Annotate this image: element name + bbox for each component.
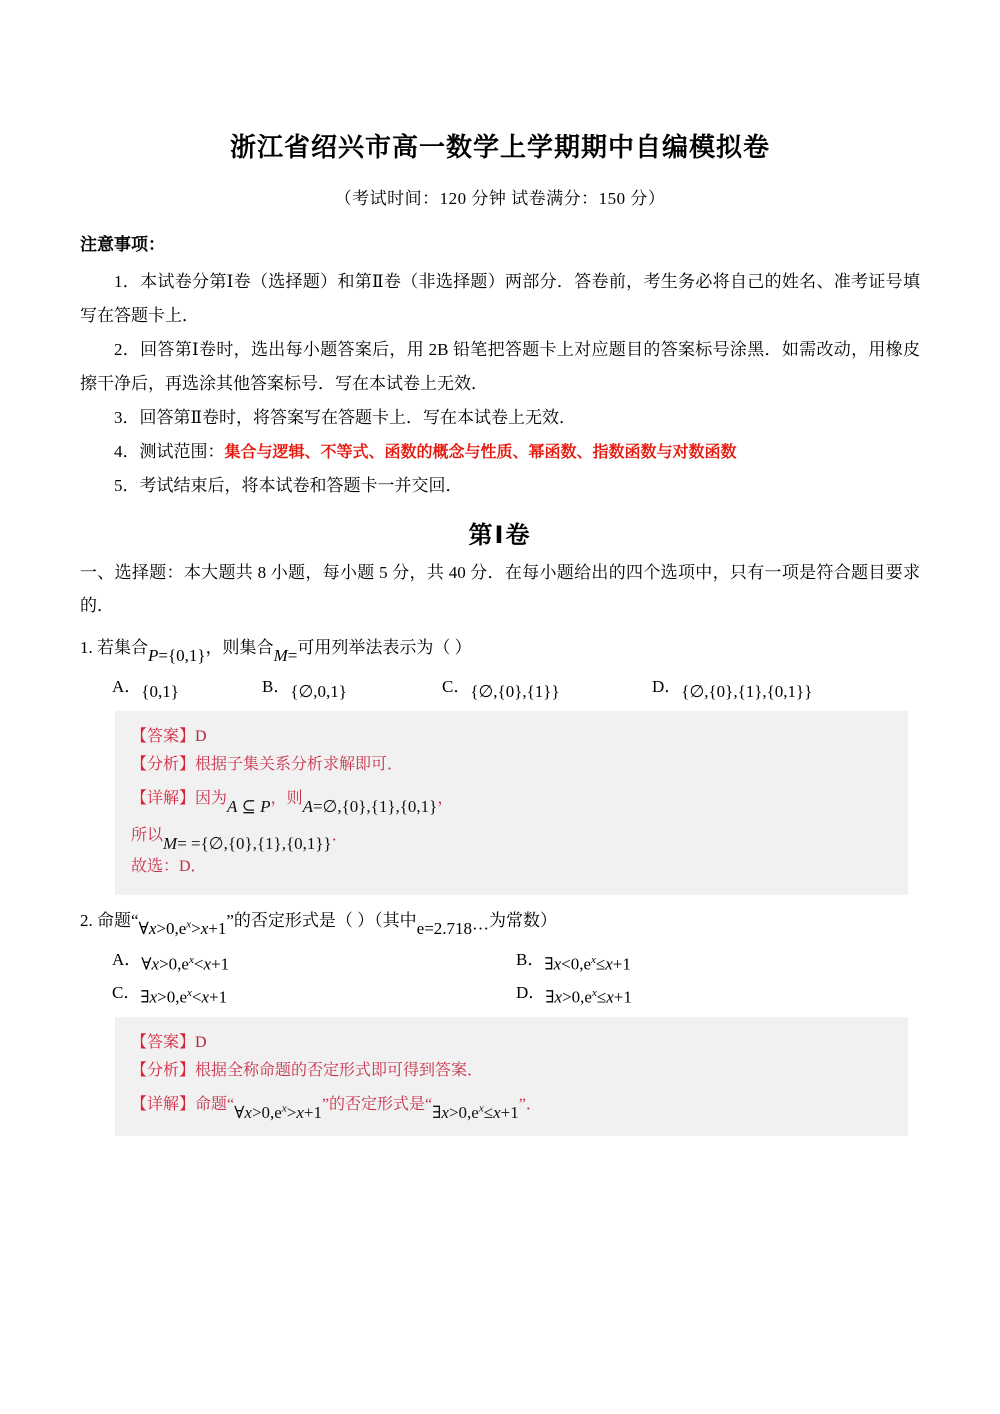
question-1-detail-math-3: M= ={∅,{0},{1},{0,1}} bbox=[163, 834, 332, 854]
question-1-math-m: M= bbox=[273, 646, 298, 666]
question-2-detail-math-2: $\exists x>0,e^x\le x+1$ bbox=[432, 1101, 519, 1122]
question-2-option-d[interactable]: D．$\exists x>0,e^x\le x+1$ bbox=[516, 982, 632, 1007]
notice-item-1: 1．本试卷分第Ⅰ卷（选择题）和第Ⅱ卷（非选择题）两部分．答卷前，考生务必将自己的姓名、准考证号填写在答题卡上． bbox=[80, 272, 920, 326]
question-2-detail-line: 【详解】命题“$\forall x>0,e^x>x+1$”的否定形式是“$\exists x>0,e^x\le x+1$”． bbox=[131, 1085, 892, 1122]
page-content bbox=[80, 0, 920, 1136]
question-2-option-a[interactable]: A．$\forall x>0,e^x<x+1$ bbox=[112, 949, 230, 974]
notice-4-prefix: 4．测试范围： bbox=[114, 442, 225, 462]
question-1-detail-line-2: 所以M= ={∅,{0},{1},{0,1}}． bbox=[131, 816, 892, 853]
question-1-math-p: P={0,1} bbox=[148, 646, 206, 666]
question-2 bbox=[80, 907, 920, 1136]
question-2-number: 2. bbox=[80, 911, 93, 931]
question-1-option-c[interactable]: C．{∅,{0},{1}} bbox=[442, 676, 560, 701]
page-title: 浙江省绍兴市高一数学上学期期中自编模拟卷 bbox=[229, 133, 770, 163]
question-2-math-1: $\forall x>0,e^x>x+1$ bbox=[138, 918, 227, 939]
question-1-conclusion: 故选：D． bbox=[131, 858, 207, 876]
question-1-number: 1. bbox=[80, 638, 93, 658]
question-1-detail-math-2: A=∅,{0},{1},{0,1} bbox=[302, 796, 438, 816]
question-1-options bbox=[80, 672, 920, 701]
question-2-option-d-math: $\exists x>0,e^x\le x+1$ bbox=[545, 986, 632, 1007]
question-2-stem-part1: 命题“ bbox=[97, 911, 139, 931]
notice-item-5: 5．考试结束后，将本试卷和答题卡一并交回． bbox=[114, 476, 463, 496]
question-1-stem bbox=[80, 634, 920, 666]
question-2-answer-box bbox=[115, 1017, 908, 1136]
question-1-stem-part2: ，则集合 bbox=[205, 638, 274, 658]
notice-item-4 bbox=[80, 435, 920, 469]
question-1-answer-line: 【答案】D bbox=[131, 727, 207, 745]
question-1-stem-part3: 可用列举法表示为（ ） bbox=[297, 638, 472, 658]
question-1 bbox=[80, 634, 920, 895]
question-2-option-b[interactable]: B．$\exists x<0,e^x\le x+1$ bbox=[516, 949, 631, 974]
notice-item-3: 3．回答第Ⅱ卷时，将答案写在答题卡上．写在本试卷上无效． bbox=[114, 408, 577, 428]
section-intro: 一、选择题：本大题共 8 小题，每小题 5 分，共 40 分．在每小题给出的四个选项中，只有一项是符合题目要求的． bbox=[80, 563, 920, 616]
question-2-option-b-math: $\exists x<0,e^x\le x+1$ bbox=[544, 953, 631, 974]
question-2-option-c[interactable]: C．$\exists x>0,e^x<x+1$ bbox=[112, 982, 228, 1007]
question-1-option-b[interactable]: B．{∅,0,1} bbox=[262, 676, 347, 701]
question-1-option-a[interactable]: A．{0,1} bbox=[112, 676, 179, 701]
section-title-volume-1: 第Ⅰ卷 bbox=[468, 521, 532, 550]
question-2-options bbox=[80, 945, 920, 1007]
notice-list bbox=[80, 265, 920, 503]
question-1-detail-math-1: A ⊆ P bbox=[227, 796, 271, 816]
question-1-analysis-line: 【分析】根据子集关系分析求解即可． bbox=[131, 755, 404, 773]
question-2-option-c-math: $\exists x>0,e^x<x+1$ bbox=[140, 986, 228, 1007]
question-2-stem-part2: ”的否定形式是（ ）（其中 bbox=[226, 911, 417, 931]
question-2-option-a-math: $\forall x>0,e^x<x+1$ bbox=[141, 953, 230, 974]
question-2-math-2: e=2.718··· bbox=[416, 919, 490, 939]
question-2-detail-math-1: $\forall x>0,e^x>x+1$ bbox=[234, 1101, 322, 1122]
question-2-stem bbox=[80, 907, 920, 939]
test-scope-text: 集合与逻辑、不等式、函数的概念与性质、幂函数、指数函数与对数函数 bbox=[224, 442, 737, 462]
question-2-options-row-1 bbox=[112, 945, 920, 974]
question-1-stem-part1: 若集合 bbox=[97, 638, 148, 658]
notice-item-2: 2．回答第Ⅰ卷时，选出每小题答案后，用 2B 铅笔把答题卡上对应题目的答案标号涂黑．如需改动，用橡皮擦干净后，再选涂其他答案标号．写在本试卷上无效． bbox=[80, 340, 920, 394]
question-1-detail-line-1: 【详解】因为A ⊆ P，则A=∅,{0},{1},{0,1}， bbox=[131, 779, 892, 816]
question-2-options-row-2 bbox=[112, 978, 920, 1007]
question-2-stem-part3: 为常数） bbox=[489, 911, 558, 931]
question-2-answer-line: 【答案】D bbox=[131, 1033, 207, 1051]
notice-heading: 注意事项： bbox=[80, 235, 165, 256]
question-2-analysis-line: 【分析】根据全称命题的否定形式即可得到答案． bbox=[131, 1061, 484, 1079]
question-1-answer-box bbox=[115, 711, 908, 896]
exam-subtitle: （考试时间：120 分钟 试卷满分：150 分） bbox=[334, 189, 666, 209]
question-1-option-d[interactable]: D．{∅,{0},{1},{0,1}} bbox=[652, 676, 813, 701]
